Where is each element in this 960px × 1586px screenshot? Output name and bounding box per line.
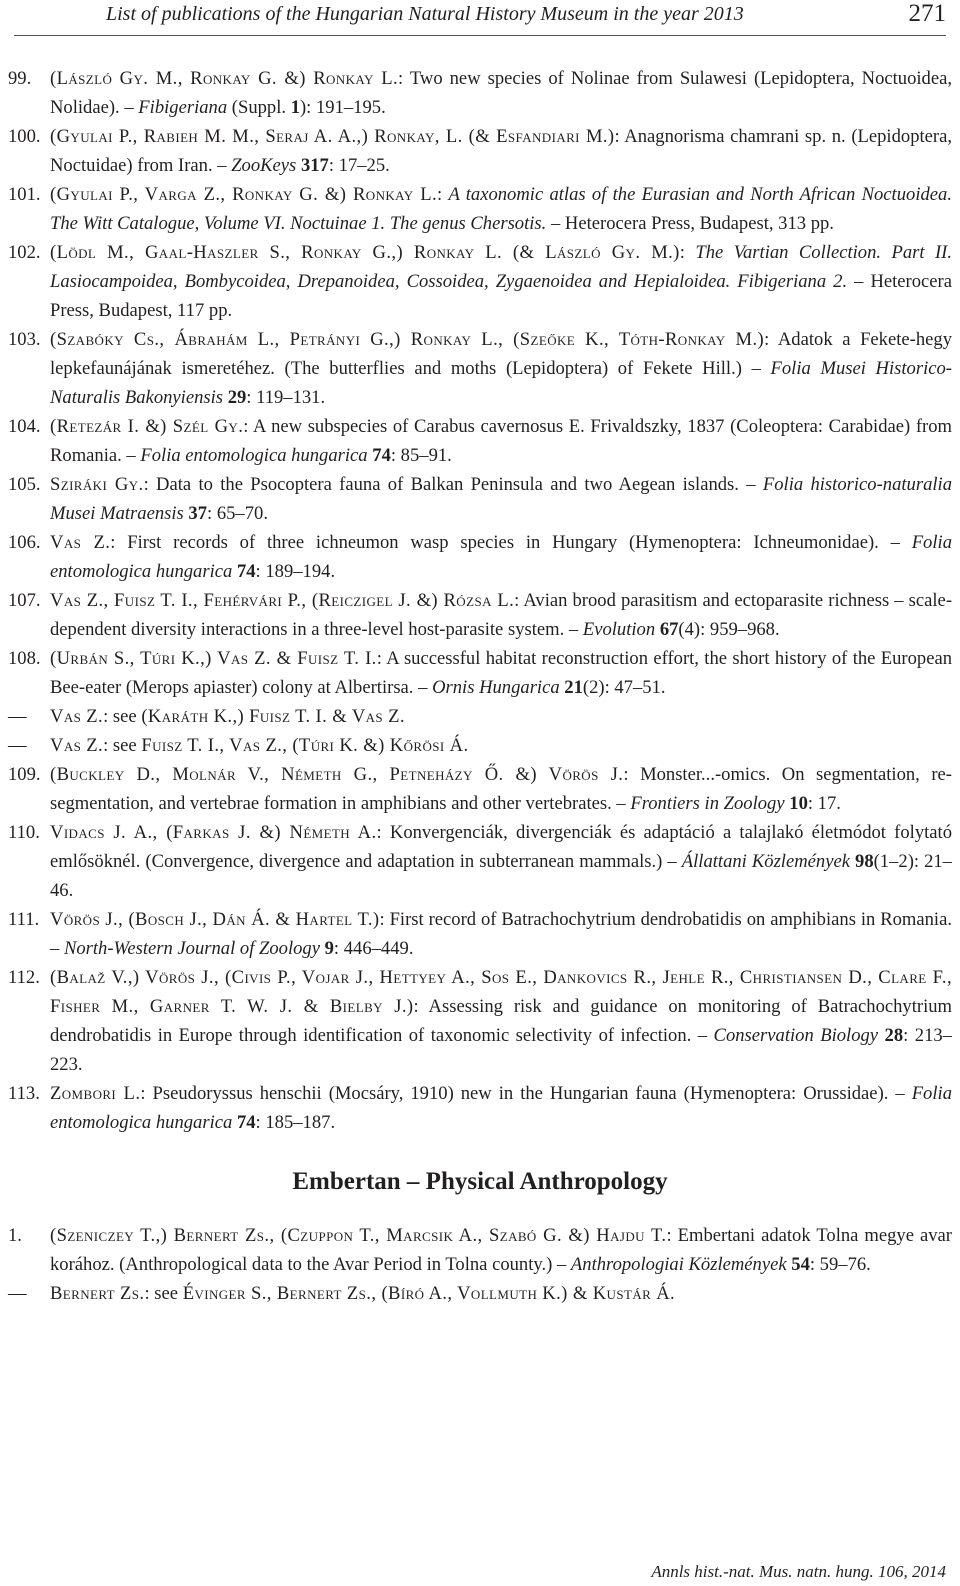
publication-entry	[0, 702, 960, 731]
authors: (Balaž V.,) Vörös J., (Civis P., Vojar J., Hettyey A., Sos E., Dankovics R., Jehle R., Christiansen D., Clare F., Fisher M., Garner T. W. J. & Bielby J.)	[50, 967, 952, 1017]
header-rule	[14, 35, 946, 36]
entry-text: : 65–70.	[207, 503, 268, 524]
journal-title: Fibigeriana	[138, 97, 228, 118]
journal-title: Folia entomologica hungarica	[50, 532, 952, 582]
publication-entry	[0, 963, 960, 1079]
journal-title: Folia entomologica hungarica	[50, 1083, 952, 1133]
entry-text: : Two new species of Nolinae from Sulawesi (Lepidoptera, Noctuoidea, Nolidae). –	[50, 68, 952, 118]
volume-number: 28	[884, 1025, 904, 1046]
volume-number: 21	[564, 677, 583, 698]
authors: Vas Z., Fuisz T. I., Fehérvári P., (Reiczigel J. &) Rózsa L.	[50, 590, 515, 611]
entry-text: : 17.	[807, 793, 841, 814]
authors: (Gyulai P., Varga Z., Ronkay G. &) Ronkay L.	[50, 184, 438, 205]
volume-number: 1	[290, 97, 300, 118]
entry-number: —	[8, 706, 27, 727]
publication-entry	[0, 528, 960, 586]
entry-number: 110.	[8, 822, 40, 843]
volume-number: 37	[188, 503, 208, 524]
entry-text: (1–2): 21–46.	[50, 851, 952, 901]
publication-entry	[0, 1221, 960, 1279]
volume-number: 67	[659, 619, 679, 640]
publication-entry	[0, 180, 960, 238]
publication-entry	[0, 122, 960, 180]
authors: Vas Z.	[50, 532, 111, 553]
authors: (Szeniczey T.,) Bernert Zs., (Czuppon T., Marcsik A., Szabó G. &) Hajdu T.	[50, 1225, 667, 1246]
publication-entry	[0, 470, 960, 528]
entry-number: —	[8, 1283, 27, 1304]
entry-text: : see	[103, 706, 142, 727]
volume-number: 29	[227, 387, 247, 408]
authors: (Szabóky Cs., Ábrahám L., Petrányi G.,) Ronkay L., (Szeőke K., Tóth-Ronkay M.)	[50, 329, 765, 350]
journal-title: Állattani Közlemények	[681, 851, 850, 872]
authors: Vas Z.	[50, 735, 104, 756]
authors: Vas Z.	[50, 706, 104, 727]
authors: Vörös J., (Bosch J., Dán Á. & Hartel T.)	[50, 909, 380, 930]
volume-number: 74	[236, 561, 256, 582]
entry-text: : Konvergenciák, divergenciák és adaptáció a talajlakó életmódot folytató emlősöknél. (Convergence, divergence and adaptation in subterranean mammals.) –	[50, 822, 952, 872]
entry-text: : Assessing risk and guidance on monitoring of Batrachochytrium dendrobatidis in Europe through identification of taxonomic selectivity of infection. –	[50, 996, 952, 1046]
entry-text: : Anagnorisma chamrani sp. n. (Lepidoptera, Noctuidae) from Iran. –	[50, 126, 953, 176]
authors: (Lödl M., Gaal-Haszler S., Ronkay G.,) Ronkay L. (& László Gy. M.)	[50, 242, 680, 263]
entry-text: : 85–91.	[390, 445, 452, 466]
authors: (Karáth K.,) Fuisz T. I. & Vas Z.	[141, 706, 405, 727]
entry-text: : A new subspecies of Carabus cavernosus E. Frivaldszky, 1837 (Coleoptera: Carabidae) from Romania. –	[50, 416, 952, 466]
publication-entry	[0, 1279, 960, 1308]
entry-text: : Avian brood parasitism and ectoparasite richness – scale-dependent diversity interactions in a three-level host-parasite system. –	[50, 590, 953, 640]
journal-title: Evolution	[582, 619, 656, 640]
entries-list	[0, 64, 960, 1137]
journal-title: Folia historico-naturalia Musei Matraensis	[50, 474, 952, 524]
entry-number: 100.	[8, 126, 41, 147]
entry-text: (2): 47–51.	[582, 677, 666, 698]
volume-number: 54	[791, 1254, 810, 1275]
authors: (László Gy. M., Ronkay G. &) Ronkay L.	[50, 68, 399, 89]
volume-number: 9	[324, 938, 334, 959]
authors: (Gyulai P., Rabieh M. M., Seraj A. A.,) Ronkay, L. (& Esfandiari M.)	[50, 126, 615, 147]
journal-title: Frontiers in Zoology	[630, 793, 785, 814]
publication-entry	[0, 64, 960, 122]
entry-number: 109.	[8, 764, 41, 785]
publication-entry	[0, 760, 960, 818]
entry-text: – Heterocera Press, Budapest, 313 pp.	[546, 213, 834, 234]
journal-title: Conservation Biology	[713, 1025, 879, 1046]
journal-title: Anthropologiai Közlemények	[570, 1254, 787, 1275]
publication-entry	[0, 238, 960, 325]
entry-number: 105.	[8, 474, 41, 495]
journal-title: Ornis Hungarica	[432, 677, 560, 698]
publication-entry	[0, 644, 960, 702]
journal-title: Folia entomologica hungarica	[140, 445, 368, 466]
authors: Zombori L.	[50, 1083, 141, 1104]
entry-text: : see	[103, 735, 142, 756]
entry-number: 102.	[8, 242, 41, 263]
entry-text: : First records of three ichneumon wasp species in Hungary (Hymenoptera: Ichneumonidae). –	[110, 532, 912, 553]
journal-title: Folia Musei Historico-Naturalis Bakonyiensis	[50, 358, 952, 408]
entry-number: 99.	[8, 68, 32, 89]
authors: Bernert Zs.	[50, 1283, 145, 1304]
entry-number: 113.	[8, 1083, 40, 1104]
volume-number: 317	[300, 155, 329, 176]
entry-text: : Embertani adatok Tolna megye avar korához. (Anthropological data to the Avar Period in Tolna county.) –	[50, 1225, 952, 1275]
volume-number: 74	[372, 445, 391, 466]
volume-number: 10	[789, 793, 808, 814]
running-title: List of publications of the Hungarian Natural History Museum in the year 2013	[106, 3, 744, 25]
volume-number: 98	[855, 851, 874, 872]
entry-number: 104.	[8, 416, 41, 437]
entry-text: (4): 959–968.	[678, 619, 780, 640]
entry-number: 111.	[8, 909, 40, 930]
section-heading: Embertan – Physical Anthropology	[292, 1168, 668, 1195]
entry-text: : A successful habitat reconstruction effort, the short history of the European Bee-eater (Merops apiaster) colony at Albertirsa. –	[50, 648, 952, 698]
entry-number: —	[8, 735, 27, 756]
volume-number: 74	[236, 1112, 256, 1133]
publication-entry	[0, 586, 960, 644]
page-number: 271	[908, 0, 946, 27]
publication-entry	[0, 905, 960, 963]
entry-number: 103.	[8, 329, 41, 350]
entry-text: : First record of Batrachochytrium dendrobatidis on amphibians in Romania. –	[50, 909, 952, 959]
entry-text: : see	[144, 1283, 183, 1304]
entry-number: 112.	[8, 967, 40, 988]
entry-number: 107.	[8, 590, 41, 611]
journal-title: The Vartian Collection. Part II. Lasiocampoidea, Bombycoidea, Drepanoidea, Cossoidea, Zygaenoidea and Hepialoidea. Fibigeriana 2.	[50, 242, 952, 292]
entry-text: : Pseudoryssus henschii (Mocsáry, 1910) new in the Hungarian fauna (Hymenoptera: Orussidae). –	[140, 1083, 912, 1104]
entry-text: (Suppl.	[227, 97, 291, 118]
authors: (Retezár I. &) Szél Gy.	[50, 416, 244, 437]
entry-number: 108.	[8, 648, 41, 669]
entry-text: : 59–76.	[809, 1254, 871, 1275]
entry-text: – Heterocera Press, Budapest, 117 pp.	[50, 271, 952, 321]
publication-entry	[0, 818, 960, 905]
entry-text: ): 191–195.	[299, 97, 386, 118]
entry-text: :	[679, 242, 696, 263]
page-header	[0, 0, 960, 30]
publication-entry	[0, 1079, 960, 1137]
entry-text: :	[437, 184, 449, 205]
publication-entry	[0, 412, 960, 470]
entry-text: : 446–449.	[333, 938, 414, 959]
entry-text: : 185–187.	[255, 1112, 336, 1133]
authors: Sziráki Gy.	[50, 474, 144, 495]
journal-footer: Annls hist.-nat. Mus. natn. hung. 106, 2014	[651, 1562, 946, 1581]
journal-title: A taxonomic atlas of the Eurasian and North African Noctuoidea. The Witt Catalogue, Volume VI. Noctuinae 1. The genus Chersotis.	[50, 184, 952, 234]
authors: Vidacs J. A., (Farkas J. &) Németh A.	[50, 822, 377, 843]
publication-list	[0, 64, 960, 1308]
entry-number: 101.	[8, 184, 41, 205]
publication-entry	[0, 731, 960, 760]
entry-number: 106.	[8, 532, 41, 553]
entry-text: : 119–131.	[246, 387, 326, 408]
authors: (Urbán S., Túri K.,) Vas Z. & Fuisz T. I.	[50, 648, 377, 669]
entry-number: 1.	[8, 1225, 22, 1246]
entry-text: : Adatok a Fekete-hegy lepkefaunájának ismeretéhez. (The butterflies and moths (Lepidoptera) of Fekete Hill.) –	[50, 329, 952, 379]
entry-text: : 17–25.	[328, 155, 390, 176]
entry-text: : 213–223.	[50, 1025, 952, 1075]
journal-title: ZooKeys	[231, 155, 297, 176]
authors: Fuisz T. I., Vas Z., (Túri K. &) Kőrösi Á.	[141, 735, 469, 756]
entry-text: : Data to the Psocoptera fauna of Balkan Peninsula and two Aegean islands. –	[143, 474, 763, 495]
section-entries-list	[0, 1221, 960, 1308]
entry-text: : Monster...-omics. On segmentation, re-segmentation, and vertebrae formation in amphibians and other vertebrates. –	[50, 764, 953, 814]
publication-entry	[0, 325, 960, 412]
authors: Évinger S., Bernert Zs., (Bíró A., Vollmuth K.) & Kustár Á.	[182, 1283, 676, 1304]
entry-text: : 189–194.	[255, 561, 336, 582]
journal-title: North-Western Journal of Zoology	[63, 938, 320, 959]
authors: (Buckley D., Molnár V., Németh G., Petneházy Ő. &) Vörös J.	[50, 764, 624, 785]
